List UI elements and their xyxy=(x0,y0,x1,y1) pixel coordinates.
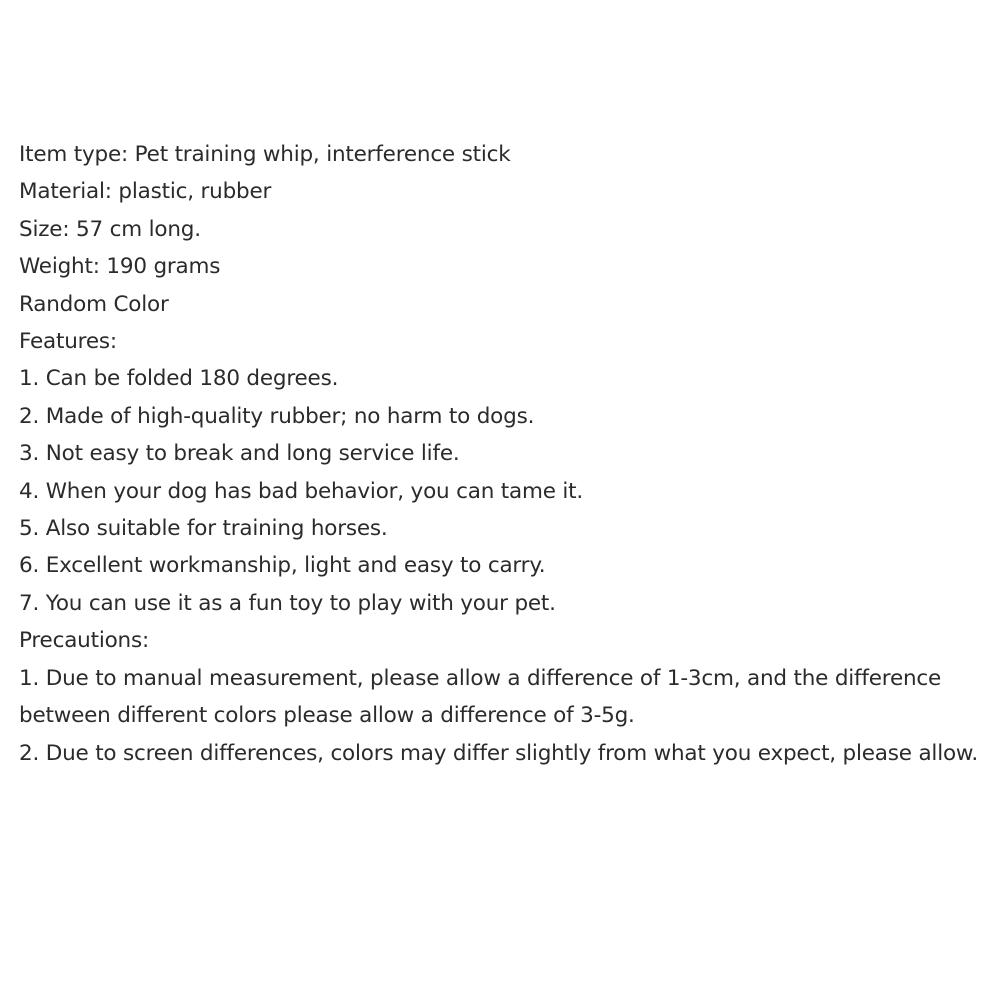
features-heading: Features: xyxy=(19,329,117,355)
feature-item-3: 3. Not easy to break and long service life. xyxy=(19,441,460,467)
spec-size: Size: 57 cm long. xyxy=(19,216,201,242)
feature-item-6: 6. Excellent workmanship, light and easy to carry. xyxy=(19,553,546,579)
spec-item-type: Item type: Pet training whip, interference stick xyxy=(19,142,511,167)
product-description xyxy=(19,136,984,772)
feature-item-2: 2. Made of high-quality rubber; no harm to dogs. xyxy=(19,403,535,429)
feature-item-5: 5. Also suitable for training horses. xyxy=(19,516,388,542)
spec-material: Material: plastic, rubber xyxy=(19,179,272,205)
feature-item-1: 1. Can be folded 180 degrees. xyxy=(19,366,339,392)
precaution-item-1: 1. Due to manual measurement, please allow a difference of 1-3cm, and the difference between different colors please allow a difference of 3-5g. xyxy=(19,665,942,729)
feature-item-4: 4. When your dog has bad behavior, you can tame it. xyxy=(19,478,584,504)
feature-item-7: 7. You can use it as a fun toy to play with your pet. xyxy=(19,590,556,616)
precautions-heading: Precautions: xyxy=(19,628,150,654)
precaution-item-2: 2. Due to screen differences, colors may differ slightly from what you expect, please allow. xyxy=(19,740,978,766)
spec-weight: Weight: 190 grams xyxy=(19,254,221,280)
spec-color: Random Color xyxy=(19,291,169,317)
